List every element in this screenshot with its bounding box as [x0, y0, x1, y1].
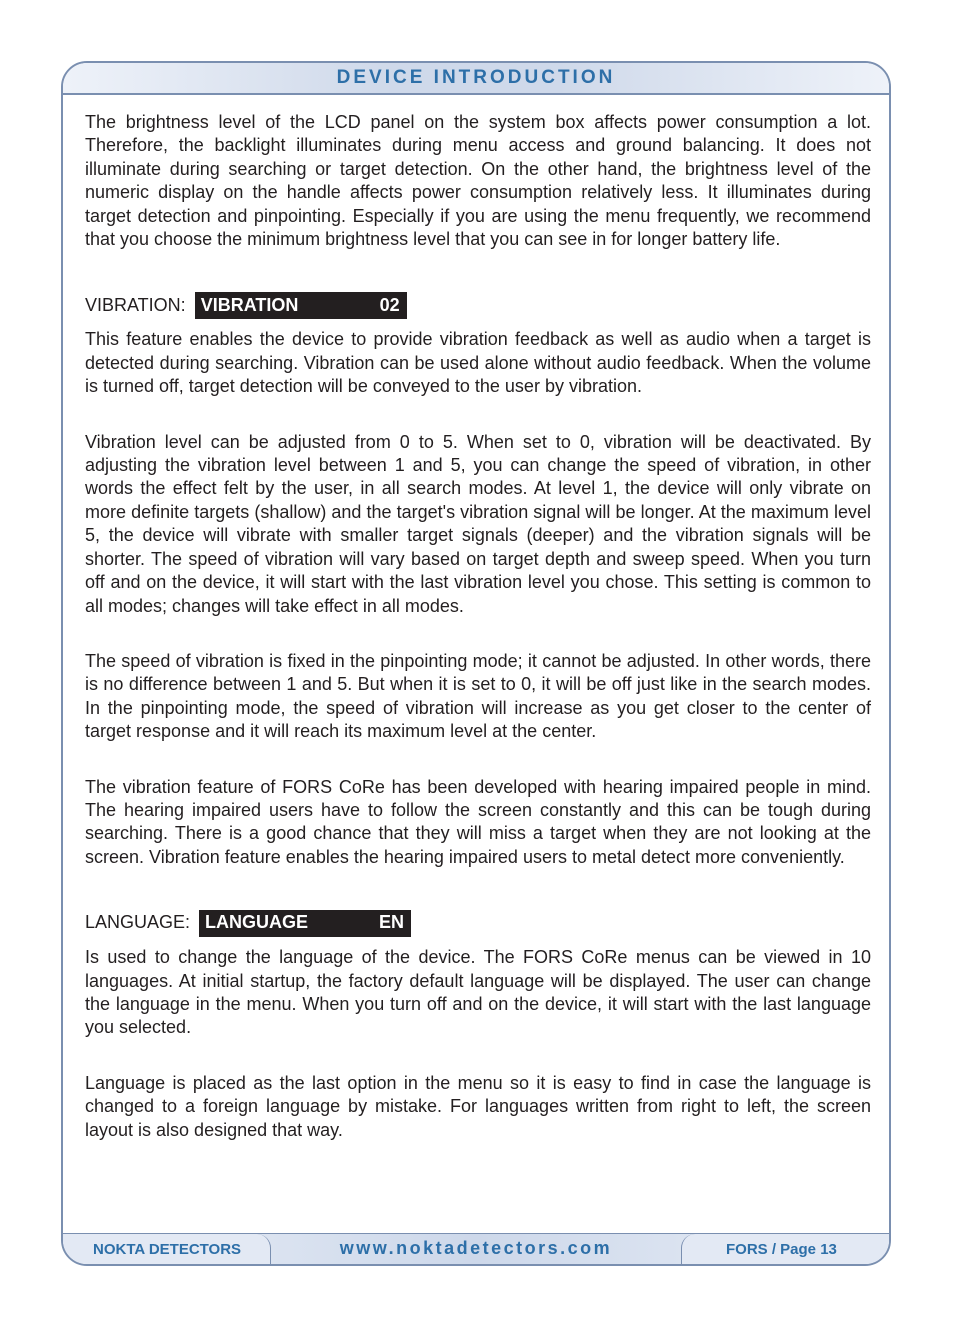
section-title: DEVICE INTRODUCTION: [336, 67, 616, 88]
language-label: LANGUAGE:: [85, 912, 191, 933]
intro-paragraph: The brightness level of the LCD panel on the system box affects power consumption a lot. Therefore, the backlight illuminates during menu access and ground balancing. It does not illuminate during searching or target detection. On the other hand, the brightness level of the numeric display on the handle affects power consumption relatively less. It illuminates during target detection and pinpointing. Especially if you are using the menu frequently, we recommend that you choose the minimum brightness level that you can see in for longer battery life.: [85, 112, 871, 250]
vibration-label: VIBRATION:: [85, 294, 186, 315]
vibration-lcd-value: 02: [379, 294, 400, 315]
footer-brand: NOKTA DETECTORS: [93, 1241, 242, 1258]
vibration-paragraph-4: The vibration feature of FORS CoRe has been developed with hearing impaired people in mind. The hearing impaired users have to follow the screen constantly and this can be tough during searching. There is a good chance that they will miss a target when they are not looking at the screen. Vibration feature enables the hearing impaired users to metal detect more conveniently.: [85, 776, 871, 867]
page-footer: [63, 1233, 889, 1264]
footer-brand-tab: [63, 1234, 271, 1264]
page-frame: [61, 61, 891, 1266]
language-lcd-name: LANGUAGE: [205, 912, 309, 933]
footer-page-tab: [681, 1234, 889, 1264]
vibration-paragraph-2: Vibration level can be adjusted from 0 to 5. When set to 0, vibration will be deactivated. By adjusting the vibration level between 1 and 5, you can change the speed of vibration, in other words the effect felt by the user, in all search modes. At level 1, the device will only vibrate on more definite targets (shallow) and the target's vibration signal will be longer. At the maximum level 5, the device will vibrate with smaller target signals (deeper) and the vibration signals will be shorter. The speed of vibration will vary based on target depth and sweep speed. When you turn off and on the device, it will start with the last vibration level you chose. This setting is common to all modes; changes will take effect in all modes.: [85, 431, 871, 616]
language-paragraph-1: Is used to change the language of the device. The FORS CoRe menus can be viewed in 10 languages. At initial startup, the factory default language will be displayed. The user can change the language in the menu. When you turn off and on the device, it will start with the last language you selected.: [85, 947, 871, 1038]
language-lcd-value: EN: [379, 912, 405, 933]
language-heading: [85, 909, 871, 937]
vibration-lcd-display: [195, 292, 407, 319]
footer-website: www.noktadetectors.com: [339, 1238, 613, 1258]
language-lcd-display: [199, 910, 411, 937]
vibration-paragraph-3: The speed of vibration is fixed in the pinpointing mode; it cannot be adjusted. In other words, there is no difference between 1 and 5. But when it is set to 0, it will be off just like in the search modes. In the pinpointing mode, the speed of vibration will increase as you get closer to the center of target response and it will reach its maximum level at the center.: [85, 650, 871, 742]
vibration-heading: [85, 291, 871, 319]
section-header: [63, 63, 889, 95]
vibration-lcd-name: VIBRATION: [200, 294, 299, 315]
vibration-paragraph-1: This feature enables the device to provide vibration feedback as well as audio when a target is detected during searching. Vibration can be used alone without audio feedback. When the volume is turned off, target detection will be conveyed to the user by vibration.: [85, 329, 871, 397]
language-paragraph-2: Language is placed as the last option in the menu so it is easy to find in case the language is changed to a foreign language by mistake. For languages written from right to left, the screen layout is also designed that way.: [85, 1072, 871, 1140]
footer-page-number: FORS / Page 13: [726, 1241, 837, 1258]
page-content: [85, 111, 871, 1174]
